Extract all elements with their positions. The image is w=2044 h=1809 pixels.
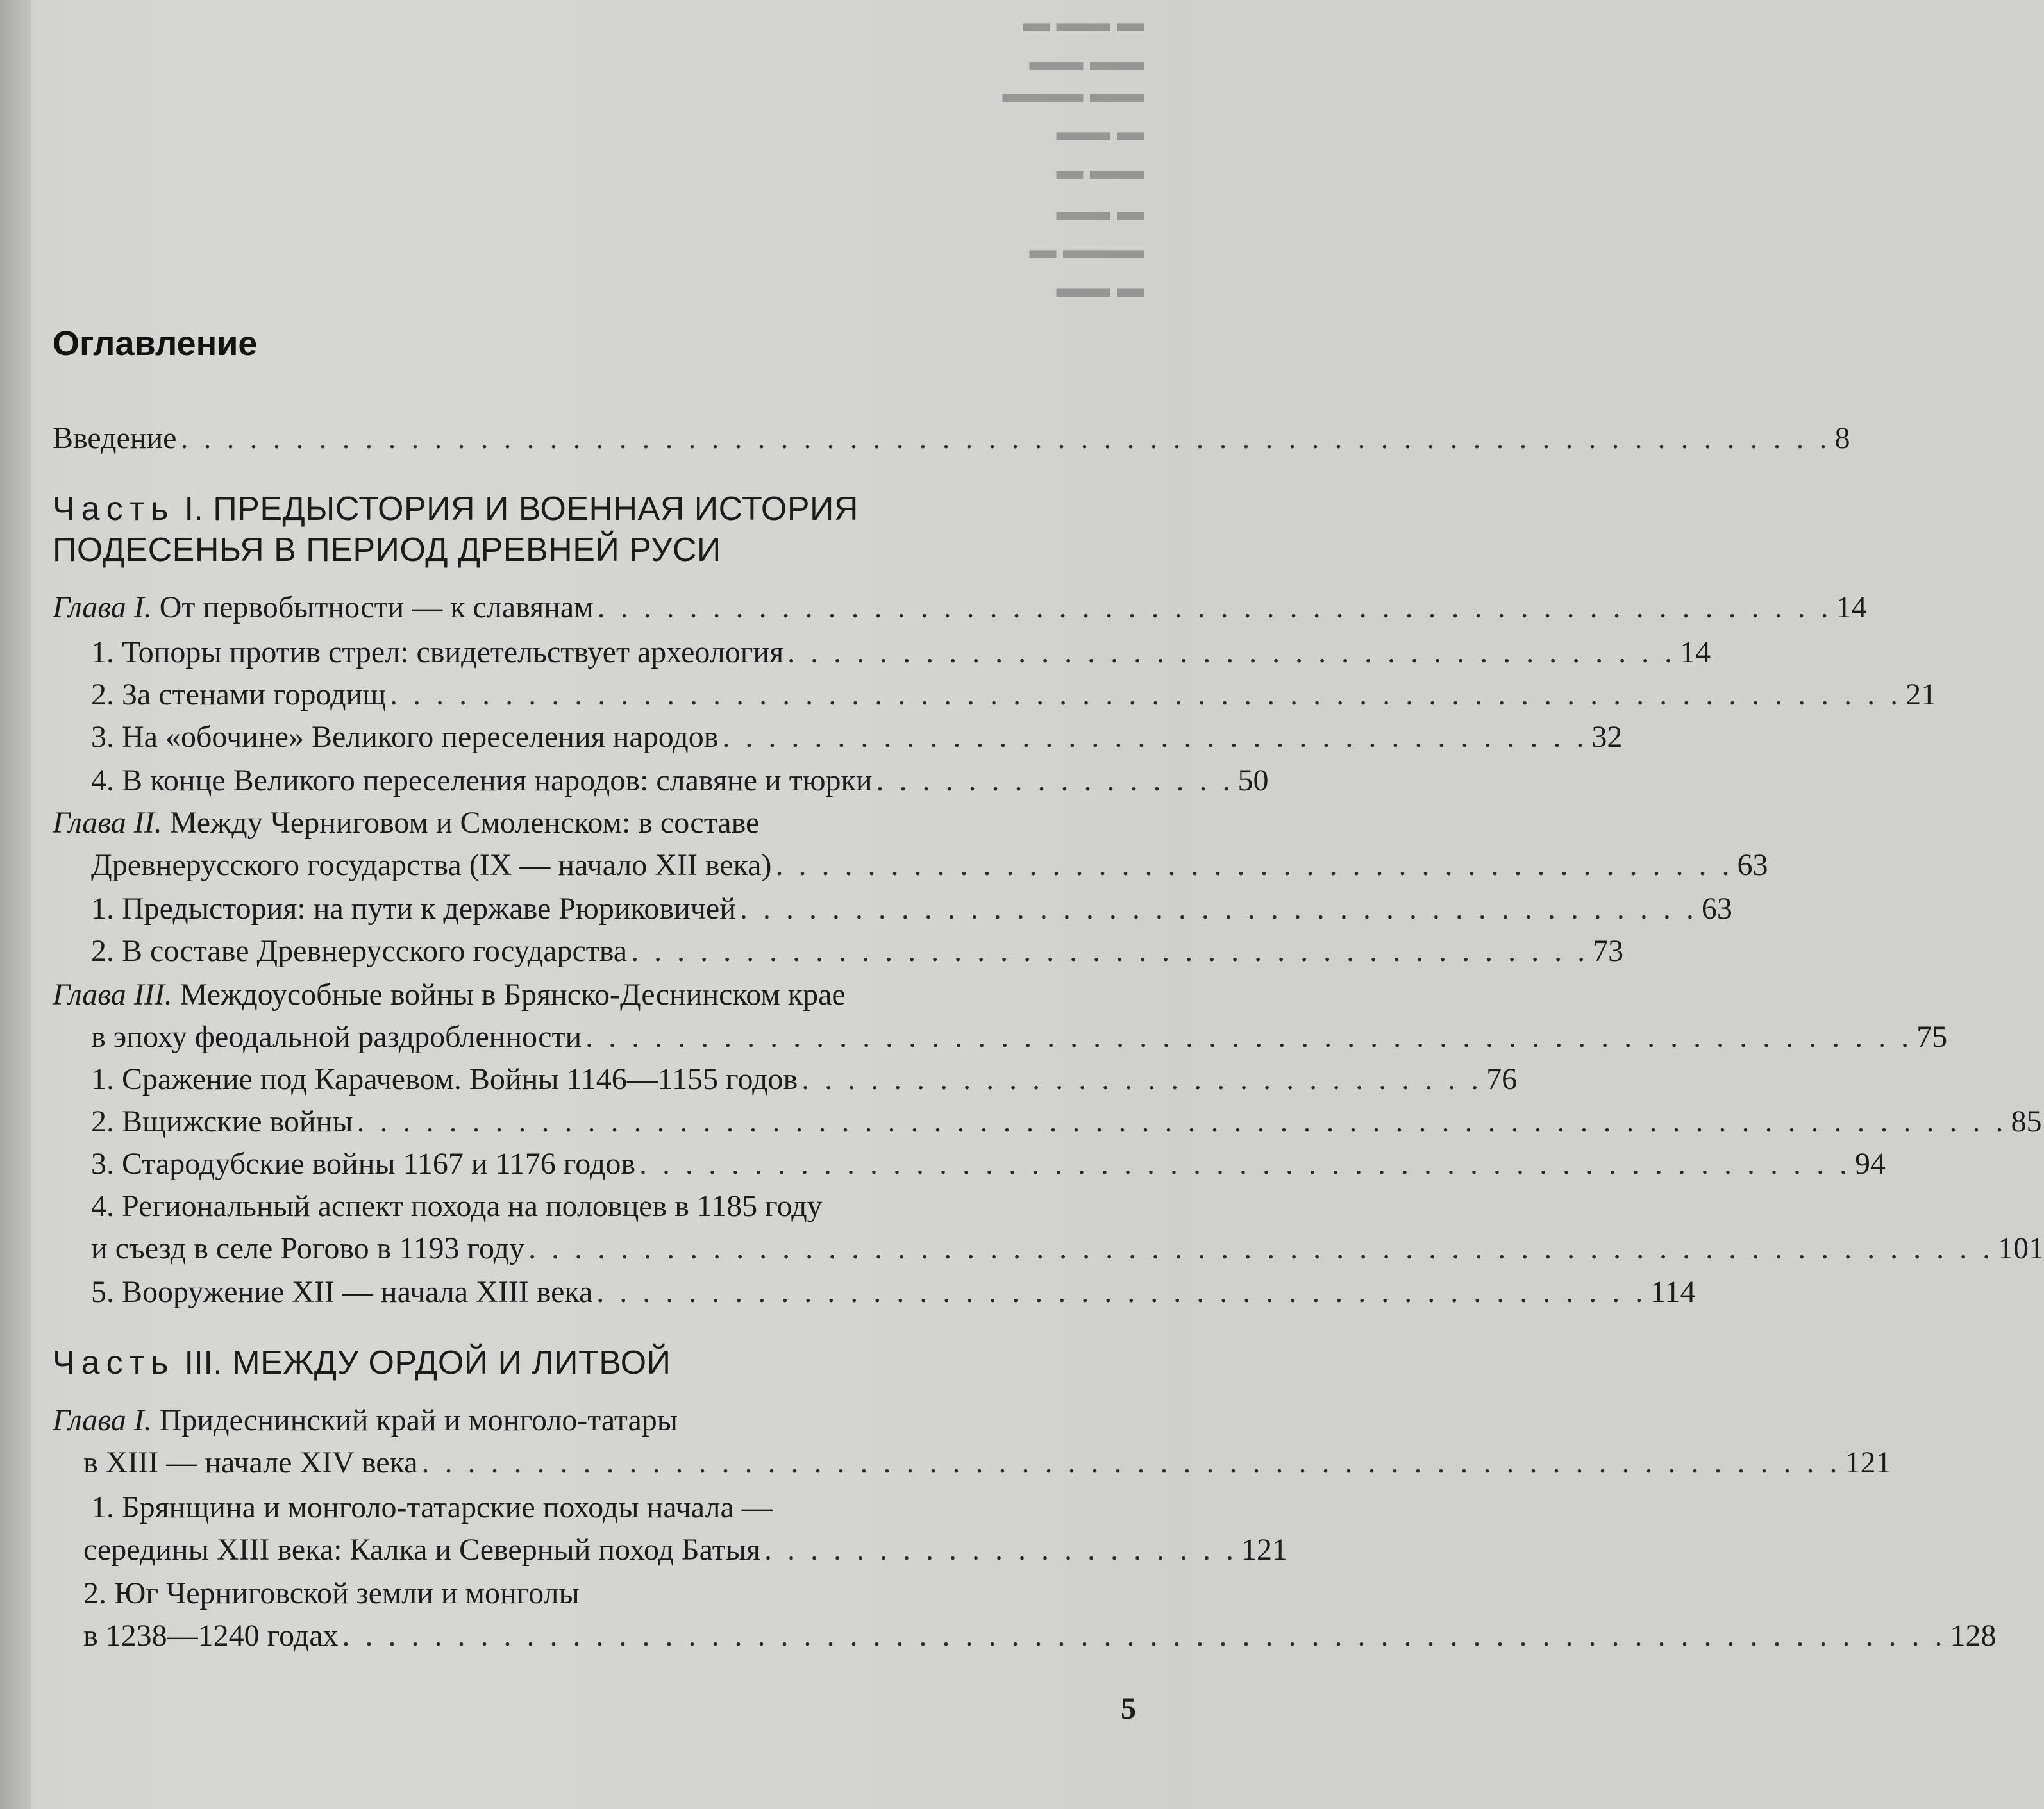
entry-title: Глава I. От первобытности — к славянам [53,590,594,624]
chapter-label: Глава III. [53,978,172,1012]
entry-page: 73 [1593,934,1624,968]
entry-page: 128 [1950,1619,1997,1653]
toc-entry-ch2-s2[interactable] [91,931,1624,972]
dot-leader: . . . . . . . . . . . . . . . . . . . . . . . . . . . . . . . . . . . . . . . . . . [775,848,1734,882]
toc-heading: Оглавление [53,324,258,363]
dot-leader: . . . . . . . . . . . . . . . . . . . . . . . . . . . . . . . . . . . . . . [722,720,1588,754]
part-label: Часть [53,1344,175,1381]
dot-leader: . . . . . . . . . . . . . . . . . . . . . . . . . . . . . . . . . . . . . . . . . . [631,934,1589,968]
show-through-texture: ▬ ▬▬ ▬ ▬▬ ▬▬ ▬▬▬ ▬▬ ▬▬ ▬ ▬ ▬▬ ▬▬ ▬ ▬ ▬▬▬ ▬▬ ▬ [1002,8,1144,303]
entry-title: Между Черниговом и Смоленском: в составе [169,806,760,840]
dot-leader: . . . . . . . . . . . . . . . . . . . . . . . . . . . . . . . . . . . . . . . . . . . . . . . . . . . . . . . . . . . . . . . . . . [390,678,1902,712]
toc-entry-intro[interactable] [53,418,1850,459]
entry-title: в эпоху феодальной раздробленности [91,1020,582,1054]
chapter-label: Глава II. [53,806,162,840]
entry-title: 3. На «обочине» Великого переселения народов [91,720,719,754]
page-number: 5 [1121,1692,1136,1726]
entry-title: в XIII — начале XIV века [83,1446,418,1480]
dot-leader: . . . . . . . . . . . . . . . . . . . . . . . . . . . . . . . . . . . . . . . . . . . . . . . . . . . . . . . . . . . . . . [421,1446,1841,1480]
dot-leader: . . . . . . . . . . . . . . . . . . . . . . . . . . . . . . . . . . . . . . . [787,635,1677,669]
dot-leader: . . . . . . . . . . . . . . . . . . . . . . . . . . . . . . . . . . . . . . . . . . . . . . . . . . . . . . . . . . [585,1020,1913,1054]
chapter-label: Глава I. [53,1403,152,1437]
toc-entry-ch2-title[interactable] [53,803,759,844]
toc-entry-p3ch1-s1[interactable] [83,1530,1287,1571]
part-1-heading [53,488,859,529]
entry-title: 5. Вооружение XII — начала XIII века [91,1275,593,1309]
entry-page: 101 [1998,1231,2044,1265]
dot-leader: . . . . . . . . . . . . . . . . . . . . . . . . . . . . . . . . . . . . . . . . . . . . . . . . . . . . . . . . . . . . . . . . . . . . . . [342,1619,1947,1653]
toc-entry-ch3-title[interactable] [53,974,846,1015]
entry-page: 8 [1834,421,1850,455]
entry-title: 2. Вщижские войны [91,1105,353,1138]
toc-entry-p3ch1-s2[interactable] [83,1615,1997,1656]
entry-page: 114 [1650,1275,1696,1309]
entry-page: 94 [1854,1147,1886,1181]
entry-title: Древнерусского государства (IX — начало XII века) [91,848,772,882]
toc-entry-ch1-s3[interactable] [91,717,1623,758]
toc-entry-ch1[interactable] [53,587,1867,628]
dot-leader: . . . . . . . . . . . . . . . . . . . . . . . . . . . . . . . . . . . . . . . . . . . . . . . . . . . . . . [597,590,1832,624]
dot-leader: . . . . . . . . . . . . . . . . . . . . . . . . . . . . . . . . . . . . . . . . . . . . . . . . . . . . . [639,1147,1851,1181]
part-label: Часть [53,490,175,528]
toc-entry-p3ch1-s1-line-1[interactable]: 1. Брянщина и монголо-татарские походы начала — [91,1490,773,1524]
entry-page: 121 [1241,1533,1287,1567]
dot-leader: . . . . . . . . . . . . . . . . . . . . . . . . . . . . . . . . . . . . . . . . . . . . . . . . . . . . . . . . . . . . . . . . [528,1231,1995,1265]
entry-title: Придеснинский край и монголо-татары [159,1403,678,1437]
part-1-heading-line-2: ПОДЕСЕНЬЯ В ПЕРИОД ДРЕВНЕЙ РУСИ [53,531,721,569]
toc-entry-ch3-s1[interactable] [91,1059,1518,1100]
entry-page: 63 [1701,892,1732,926]
dot-leader: . . . . . . . . . . . . . . . . [876,763,1234,797]
entry-title: в 1238—1240 годах [83,1619,339,1653]
part-title: III. МЕЖДУ ОРДОЙ И ЛИТВОЙ [184,1344,671,1381]
part-3-heading [53,1342,671,1383]
dot-leader: . . . . . . . . . . . . . . . . . . . . . . . . . . . . . . . . . . . . . . . . . . . . . . [596,1275,1647,1309]
entry-page: 14 [1836,590,1867,624]
entry-title: 1. Предыстория: на пути к державе Рюриковичей [91,892,736,926]
entry-page: 32 [1591,720,1623,754]
entry-page: 21 [1906,678,1937,712]
dot-leader: . . . . . . . . . . . . . . . . . . . . . . . . . . . . . . . . . . . . . . . . . . . . . . . . . . . . . . . . . . . . . . . . . . . . . . . . [356,1105,2007,1138]
toc-entry-ch3-s2[interactable] [91,1101,2042,1142]
entry-page: 50 [1237,763,1269,797]
entry-title: 3. Стародубские войны 1167 и 1176 годов [91,1147,635,1181]
toc-entry-ch3[interactable] [91,1017,1948,1058]
entry-title: 1. Топоры против стрел: свидетельствует археология [91,635,784,669]
entry-title: 1. Сражение под Карачевом. Войны 1146—1155 годов [91,1062,798,1096]
entry-page: 85 [2011,1105,2042,1138]
toc-entry-ch1-s1[interactable] [91,632,1711,673]
entry-page: 63 [1737,848,1768,882]
toc-entry-ch3-s4[interactable] [91,1228,2044,1269]
part-title: I. ПРЕДЫСТОРИЯ И ВОЕННАЯ ИСТОРИЯ [184,490,859,528]
toc-entry-p3ch1-title[interactable] [53,1400,678,1441]
entry-title: 4. В конце Великого переселения народов: славяне и тюрки [91,763,873,797]
entry-title: середины XIII века: Калка и Северный поход Батыя [83,1533,760,1567]
entry-title: 2. В составе Древнерусского государства [91,934,628,968]
toc-entry-p3ch1-s2-line-1[interactable]: 2. Юг Черниговской земли и монголы [83,1576,580,1610]
dot-leader: . . . . . . . . . . . . . . . . . . . . . . . . . . . . . . . . . . . . . . . . . . [739,892,1698,926]
dot-leader: . . . . . . . . . . . . . . . . . . . . . [764,1533,1237,1567]
toc-entry-p3ch1[interactable] [83,1442,1891,1483]
entry-title: Введение [53,421,177,455]
toc-entry-ch3-s3[interactable] [91,1144,1886,1185]
toc-entry-ch2-s1[interactable] [91,888,1732,930]
entry-title: Междоусобные войны в Брянско-Деснинском крае [180,978,846,1012]
entry-page: 76 [1486,1062,1518,1096]
entry-page: 75 [1916,1020,1948,1054]
toc-entry-ch1-s2[interactable] [91,674,1937,715]
entry-page: 121 [1845,1446,1891,1480]
dot-leader: . . . . . . . . . . . . . . . . . . . . . . . . . . . . . . . . . . . . . . . . . . . . . . . . . . . . . . . . . . . . . . . . . . . . . . . . [180,421,1831,455]
toc-entry-ch1-s4[interactable] [91,760,1269,801]
entry-title: и съезд в селе Рогово в 1193 году [91,1231,525,1265]
toc-entry-ch2[interactable] [91,845,1768,886]
toc-entry-ch3-s4-line-1[interactable]: 4. Региональный аспект похода на половцев в 1185 году [91,1189,823,1223]
entry-page: 14 [1680,635,1711,669]
toc-entry-ch3-s5[interactable] [91,1272,1696,1313]
entry-title: 2. За стенами городищ [91,678,387,712]
chapter-label: Глава I. [53,590,152,624]
dot-leader: . . . . . . . . . . . . . . . . . . . . . . . . . . . . . . [801,1062,1483,1096]
